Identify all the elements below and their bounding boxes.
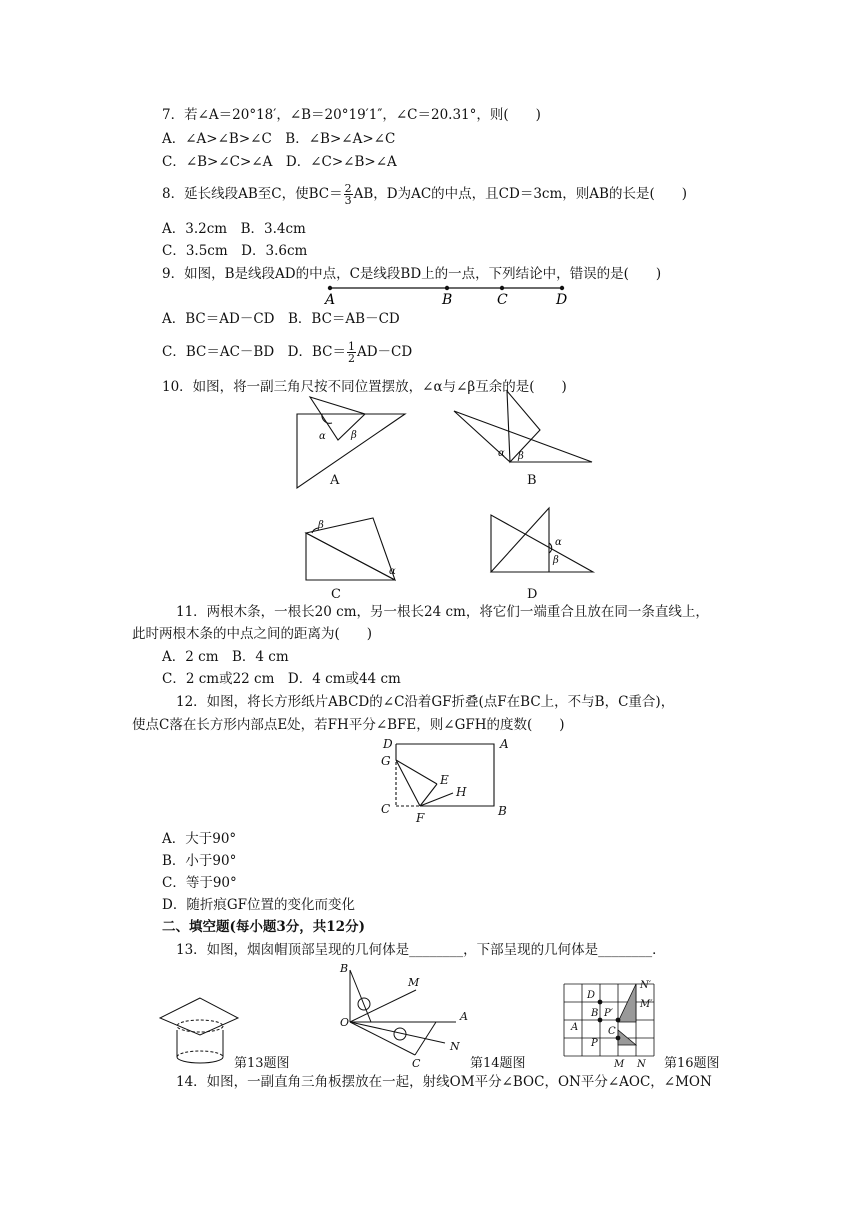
q12-stem-line1: 12．如图，将长方形纸片ABCD的∠C沿着GF折叠(点F在BC上，不与B，C重合)， [176, 694, 675, 710]
q9-point-c: C [497, 292, 508, 308]
q12-point-d: D [383, 737, 393, 751]
q9-stem: 9．如图，B是线段AD的中点，C是线段BD上的一点，下列结论中，错误的是( ) [162, 266, 662, 282]
fig16-point-c: C [608, 1026, 616, 1037]
q10d-beta: β [553, 555, 559, 566]
q7-stem: 7．若∠A＝20°18′，∠B＝20°19′1″，∠C＝20.31°，则( ) [162, 107, 541, 123]
fig16-point-m: M [614, 1059, 625, 1070]
q12-point-a: A [500, 737, 509, 751]
q11-options-cd: C．2 cm或22 cm D．4 cm或44 cm [162, 671, 401, 687]
fig14-point-a: A [460, 1010, 468, 1023]
q12-option-c: C．等于90° [162, 875, 237, 891]
q11-stem-line2: 此时两根木条的中点之间的距离为( ) [132, 626, 373, 642]
fig16-point-n-prime: N′ [640, 980, 652, 991]
q10c-alpha: α [389, 566, 396, 577]
q10-label-a: A [330, 473, 340, 488]
fig16-point-p-prime: P′ [604, 1008, 613, 1019]
q12-option-d: D．随折痕GF位置的变化而变化 [162, 897, 355, 913]
q8-stem-end: AB，D为AC的中点，且CD＝3cm，则AB的长是( ) [353, 186, 687, 202]
q10b-alpha: α [498, 448, 505, 459]
fig16-point-a: A [571, 1022, 579, 1033]
q9-point-d: D [556, 292, 568, 308]
fig14-point-m: M [408, 976, 420, 989]
fig16-point-m-prime: M′ [640, 999, 653, 1010]
q10-label-d: D [527, 587, 538, 602]
q12-point-h: H [456, 785, 467, 799]
q9-point-a: A [325, 292, 336, 308]
q10c-beta: β [318, 520, 324, 531]
q12-stem-line2: 使点C落在长方形内部点E处，若FH平分∠BFE，则∠GFH的度数( ) [132, 717, 565, 733]
q9-options-ab: A．BC＝AD－CD B．BC＝AB－CD [162, 311, 400, 327]
q8-options-cd: C．3.5cm D．3.6cm [162, 243, 308, 259]
q10a-alpha: α [319, 431, 326, 442]
q8-stem-start: 8．延长线段AB至C，使BC＝ [162, 186, 343, 202]
fig14-caption: 第14题图 [470, 1056, 526, 1071]
q8-fraction-num: 2 [344, 182, 352, 195]
q9-option-d-tail: AD－CD [356, 344, 413, 360]
q9-fraction-num: 1 [347, 340, 355, 353]
q7-options-ab: A．∠A>∠B>∠C B．∠B>∠A>∠C [162, 131, 396, 147]
q9-fraction-den: 2 [347, 352, 355, 365]
q9-point-b: B [442, 292, 453, 308]
fig16-point-b: B [591, 1008, 599, 1019]
q10b-beta: β [518, 451, 524, 462]
q10-label-b: B [527, 473, 537, 488]
q11-stem-line1: 11．两根木条，一根长20 cm，另一根长24 cm，将它们一端重合且放在同一条直线上， [176, 604, 709, 620]
fig13-caption: 第13题图 [234, 1056, 290, 1071]
fig14-point-b: B [340, 962, 349, 975]
q7-options-cd: C．∠B>∠C>∠A D．∠C>∠B>∠A [162, 154, 397, 170]
q12-option-a: A．大于90° [162, 831, 237, 847]
fig16-point-p: P [591, 1038, 598, 1049]
q12-option-b: B．小于90° [162, 853, 237, 869]
q10a-beta: β [351, 430, 357, 441]
q12-point-b: B [498, 804, 507, 818]
fig16-caption: 第16题图 [664, 1056, 720, 1071]
q12-point-g: G [381, 754, 391, 768]
q14-stem: 14．如图，一副直角三角板摆放在一起，射线OM平分∠BOC，ON平分∠AOC，∠MON [176, 1074, 712, 1090]
fig14-point-o: O [340, 1016, 350, 1029]
q13-stem: 13．如图，烟囱帽顶部呈现的几何体是________，下部呈现的几何体是________． [176, 942, 666, 958]
q8-fraction-den: 3 [344, 194, 352, 207]
q12-point-f: F [416, 811, 425, 825]
section2-title: 二、填空题(每小题3分，共12分) [162, 919, 365, 935]
q12-point-e: E [440, 773, 449, 787]
fig14-point-c: C [412, 1057, 421, 1070]
q8-options-ab: A．3.2cm B．3.4cm [162, 221, 306, 237]
fig16-point-n: N [637, 1059, 646, 1070]
q9-option-c: C．BC＝AC－BD D．BC＝ [162, 344, 346, 360]
q11-options-ab: A．2 cm B．4 cm [162, 649, 289, 665]
q10-label-c: C [331, 587, 341, 602]
q12-point-c: C [381, 802, 391, 816]
fig14-point-n: N [450, 1040, 460, 1053]
q10d-alpha: α [555, 537, 562, 548]
q10-stem: 10．如图，将一副三角尺按不同位置摆放，∠α与∠β互余的是( ) [162, 379, 567, 395]
fig16-point-d: D [587, 990, 596, 1001]
